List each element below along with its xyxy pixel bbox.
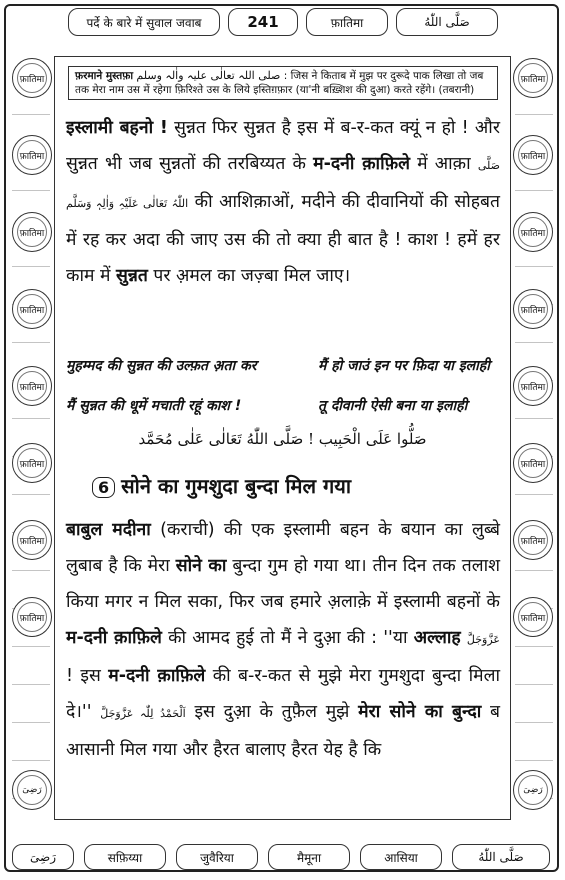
para-bold: सुन्नत <box>116 266 148 286</box>
para-text: इस दुआ़ के तुफ़ैल मुझे <box>185 702 359 722</box>
side-medallion: फ़ातिमा <box>513 597 553 637</box>
para-text: ! इस <box>66 666 109 686</box>
side-medallion: फ़ातिमा <box>513 135 553 175</box>
para-text: पर अ़मल का जज़्बा मिल जाए। <box>147 266 351 286</box>
notice-text: : जिस ने किताब में मुझ पर दुरूदे पाक लिखा तो जब तक मेरा नाम उस में रहेगा फ़िरिश्ते उस के लिये इस्तिग़फ़ार (या'नी बख़्शिश की दुआ) करते रहेंगे। <box>75 70 484 96</box>
side-medallion: फ़ातिमा <box>12 135 52 175</box>
farmane-mustafa-notice <box>68 66 498 100</box>
para-bold: म-दनी क़ाफ़िले <box>313 154 410 174</box>
side-medallion: फ़ातिमा <box>12 289 52 329</box>
verse-line2-right: तू दीवानी ऐसी बना या इलाही <box>318 398 468 414</box>
side-medallion: फ़ातिमा <box>12 443 52 483</box>
side-medallion: फ़ातिमा <box>513 289 553 329</box>
salat-line: صَلُّوا عَلَى الْحَبِيب ! صَلَّى اللّٰهُ تَعَالٰى عَلٰى مُحَمَّد <box>138 430 427 448</box>
verse-line2-left: मैं सुन्नत की धूमें मचाती रहूं काश ! <box>66 398 242 414</box>
para-text: की आशिक़ाओं, मदीने की दीवानियों की सोहबत में रह कर अदा की जाए उस की तो क्या ही बात है ! काश ! हमें हर काम में <box>66 192 500 286</box>
verse-line1-left: मुहम्मद की सुन्नत की उल्फ़त अ़ता कर <box>66 358 257 374</box>
side-medallion: رَضِیَ <box>12 770 52 810</box>
para-bold: म-दनी क़ाफ़िले <box>66 628 162 648</box>
side-medallion: फ़ातिमा <box>513 58 553 98</box>
side-medallion: رَضِیَ <box>513 770 553 810</box>
para-bold: म-दनी क़ाफ़िले <box>108 666 206 686</box>
footer-corner-left: رَضِیَ <box>12 844 74 870</box>
para-bold: सोने का <box>175 556 227 576</box>
para-arabic: صَلَّی اللّٰہُ تَعَالٰی عَلَیْہِ وَاٰلِہٖ وَسَلَّم <box>66 159 500 210</box>
para-text: बुन्दा गुम हो गया था। तीन दिन तक तलाश किया मगर न मिल सका, फिर जब हमारे अ़लाक़े में इस्लामी बहनों के <box>66 556 500 612</box>
section-number: 6 <box>92 477 115 498</box>
footer-item: सफ़िय्या <box>84 844 166 870</box>
para-text: सुन्नत फिर सुन्नत है इस में ब-र-कत क्यूं न हो ! और सुन्नत भी जब सुन्नतों की तरबिय्यत के <box>66 118 500 174</box>
footer-item: आसिया <box>360 844 442 870</box>
para-arabic: اَلْحَمْدُ لِلّٰہ عَزَّوَجَلَّ <box>100 707 186 720</box>
side-medallion: फ़ातिमा <box>513 212 553 252</box>
header-corner-calligraphy: صَلَّى اللّٰهُ <box>396 8 498 36</box>
para-text: में आक़ा <box>409 154 478 174</box>
para-text: की ब-र-कत से मुझे मेरा गुमशुदा बुन्दा मिला दे।'' <box>66 666 500 722</box>
side-medallion: फ़ातिमा <box>12 58 52 98</box>
para-bold: मेरा सोने का बुन्दा <box>358 702 482 722</box>
paragraph-intro <box>66 110 500 294</box>
para-arabic: عَزَّوَجَلَّ <box>466 633 500 646</box>
para-text: की आमद हुई तो मैं ने दुआ़ की : ''या <box>161 628 414 648</box>
para-text: (कराची) की एक इस्लामी बहन के बयान का लुब्बे लुबाब है कि मेरा <box>66 520 500 576</box>
side-medallion: फ़ातिमा <box>12 520 52 560</box>
para-bold: बाबुल मदीना <box>66 520 151 540</box>
footer-item: जुवैरिया <box>176 844 258 870</box>
side-medallion: फ़ातिमा <box>12 366 52 406</box>
section-heading <box>92 472 351 499</box>
para-text: ब आसानी मिल गया और हैरत बालाए हैरत येह है कि <box>66 702 500 760</box>
header-right-title: फ़ातिमा <box>306 8 388 36</box>
notice-source: (तबरानी) <box>438 84 475 96</box>
paragraph-story <box>66 512 500 768</box>
para-bold: अल्लाह <box>413 628 461 648</box>
side-medallion: फ़ातिमा <box>513 366 553 406</box>
notice-label: फ़रमाने मुस्तफ़ा <box>75 70 134 82</box>
section-title: सोने का गुमशुदा बुन्दा मिल गया <box>121 474 352 498</box>
para-bold: इस्लामी बहनो ! <box>66 118 168 138</box>
side-medallion: फ़ातिमा <box>513 520 553 560</box>
verse-line1-right: मैं हो जाउं इन पर फ़िदा या इलाही <box>318 358 490 374</box>
side-medallion: फ़ातिमा <box>12 212 52 252</box>
header-left-title: पर्दे के बारे में सुवाल जवाब <box>68 8 220 36</box>
side-medallion: फ़ातिमा <box>12 597 52 637</box>
notice-arabic: صلی اللہ تعالٰی علیہ واٰلہ وسلم <box>136 69 281 82</box>
footer-item: मैमूना <box>268 844 350 870</box>
page-number: 241 <box>228 8 298 36</box>
footer-corner-right: صَلَّى اللّٰهُ <box>452 844 550 870</box>
side-medallion: फ़ातिमा <box>513 443 553 483</box>
